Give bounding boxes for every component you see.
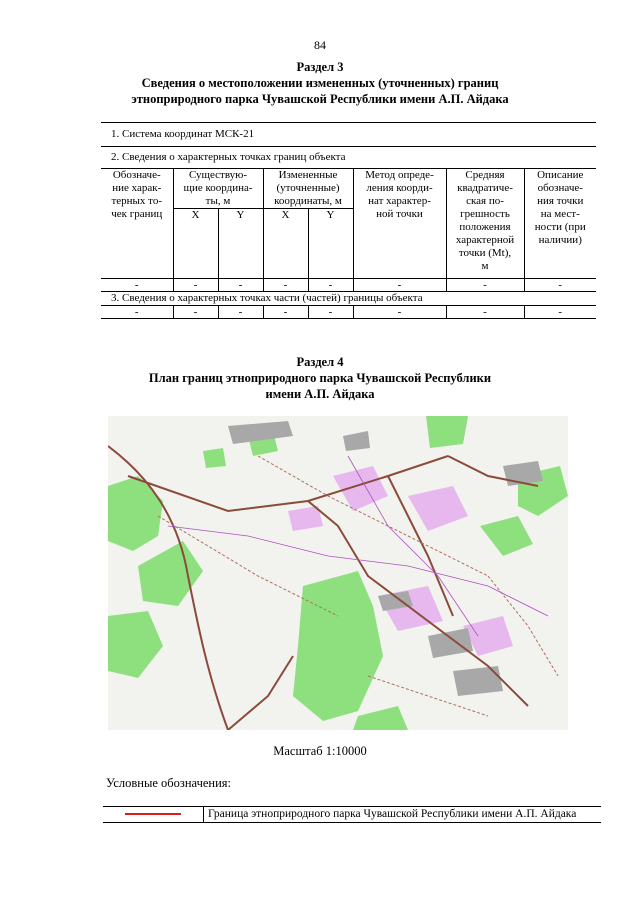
legend-item bbox=[103, 807, 601, 823]
header-designation: Обозначе- ние харак- терных то- чек границ bbox=[101, 169, 173, 279]
legend-boundary-symbol bbox=[103, 807, 204, 823]
header-description: Описание обозначе- ния точки на мест- ности (при наличии) bbox=[524, 169, 596, 279]
header-changed-coords: Измененные (уточненные) координаты, м bbox=[263, 169, 353, 209]
header-method: Метод опреде- ления коорди- нат характер- ной точки bbox=[353, 169, 446, 279]
table-row: - - - - - - - - bbox=[101, 306, 596, 319]
header-changed-y: Y bbox=[308, 209, 353, 279]
header-existing-y: Y bbox=[218, 209, 263, 279]
table-row: - - - - - - - - bbox=[101, 279, 596, 292]
section3-heading: Раздел 3 bbox=[296, 60, 344, 74]
page-number: 84 bbox=[314, 38, 326, 52]
legend-table bbox=[103, 806, 601, 823]
section3-title-line2: этноприродного парка Чувашской Республики имени А.П. Айдака bbox=[131, 92, 509, 106]
section4-heading: Раздел 4 bbox=[296, 355, 344, 369]
section4-title-line2: имени А.П. Айдака bbox=[265, 387, 375, 401]
section3-title-line1: Сведения о местоположении измененных (уточненных) границ bbox=[141, 76, 499, 90]
legend-boundary-text: Граница этноприродного парка Чувашской Республики имени А.П. Айдака bbox=[204, 807, 602, 823]
map-scale: Масштаб 1:10000 bbox=[273, 744, 367, 758]
header-existing-coords: Существую- щие координа- ты, м bbox=[173, 169, 263, 209]
coordinates-table bbox=[101, 122, 596, 319]
header-error: Средняя квадратиче- ская по- грешность положения характерной точки (Mt), м bbox=[446, 169, 524, 279]
part-points-row: 3. Сведения о характерных точках части (частей) границы объекта bbox=[101, 292, 596, 306]
legend-title: Условные обозначения: bbox=[106, 776, 232, 790]
park-boundary-map bbox=[108, 416, 568, 730]
coordinate-system-row: 1. Система координат МСК-21 bbox=[101, 123, 596, 147]
section4-title-line1: План границ этноприродного парка Чувашской Республики bbox=[148, 371, 492, 385]
points-info-row: 2. Сведения о характерных точках границ объекта bbox=[101, 147, 596, 169]
header-existing-x: X bbox=[173, 209, 218, 279]
header-changed-x: X bbox=[263, 209, 308, 279]
